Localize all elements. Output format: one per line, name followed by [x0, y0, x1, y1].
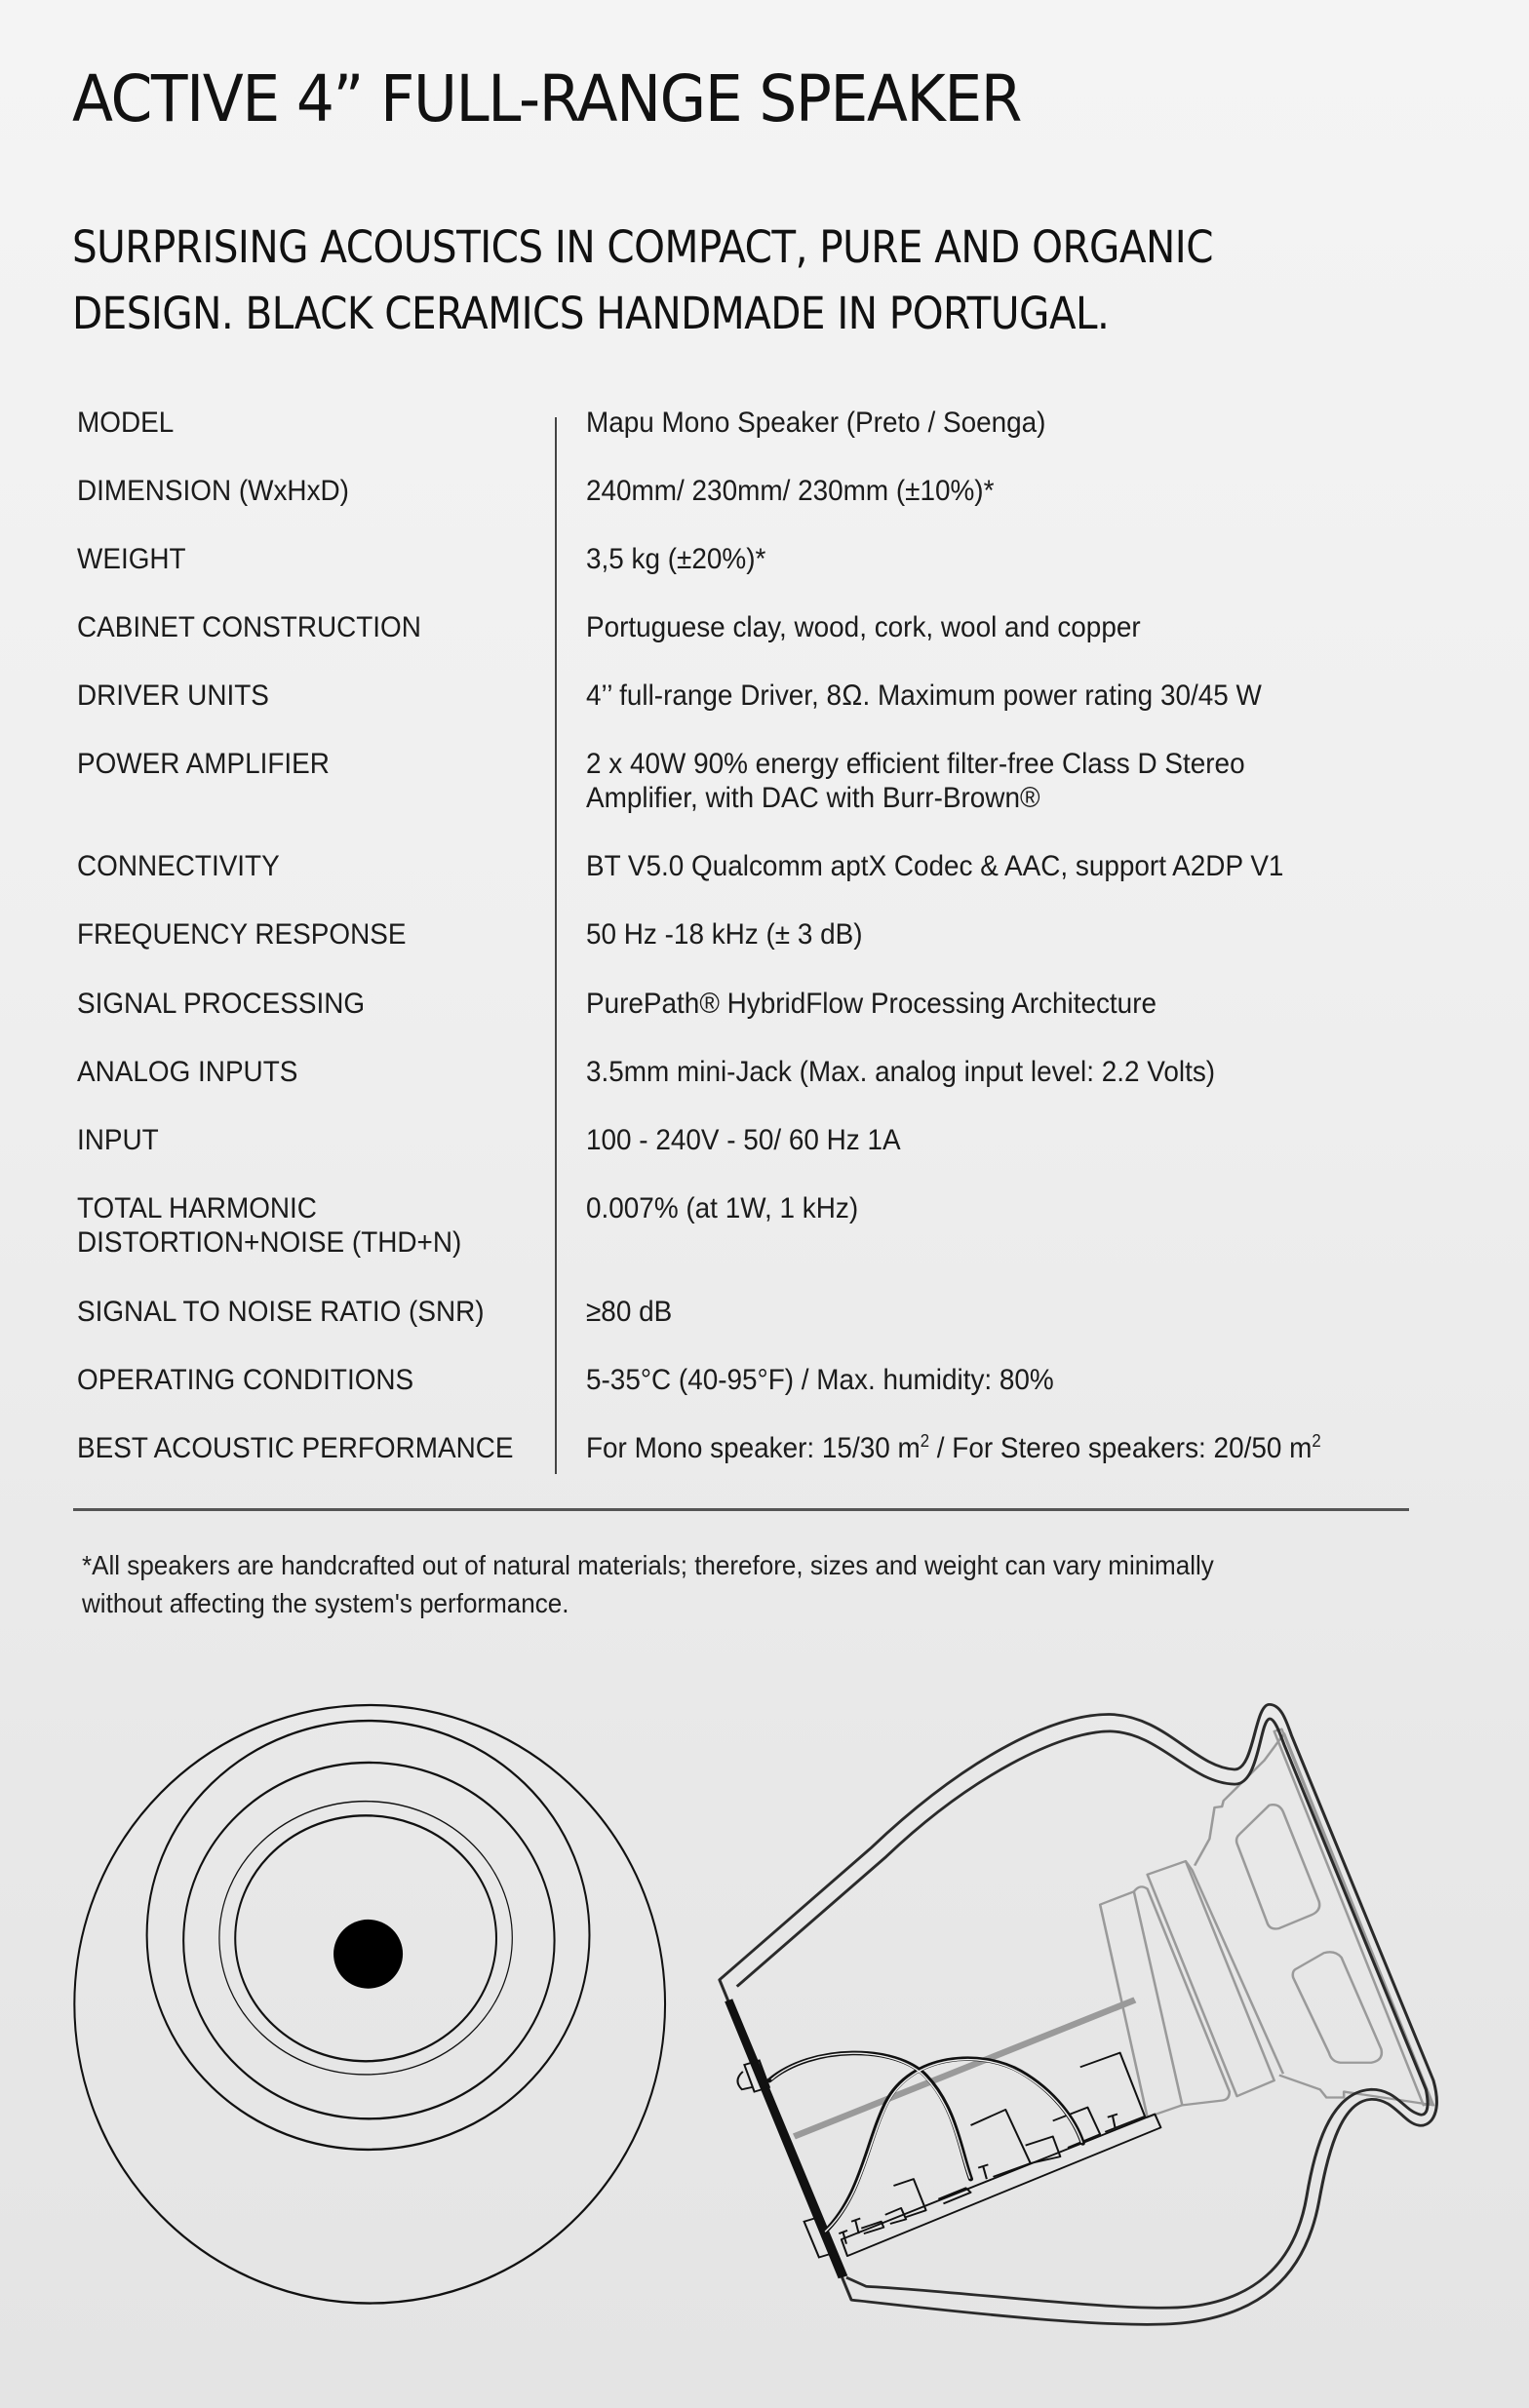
speaker-front-view-illustration	[59, 1648, 683, 2369]
cabinet-inner-wall	[737, 1719, 1428, 2308]
spec-label	[77, 1191, 512, 1260]
driver-magnet	[1100, 1891, 1182, 2117]
spec-label: WEIGHT	[77, 543, 186, 575]
page-subtitle	[72, 214, 1389, 347]
spec-value-part: / For Stereo speakers: 20/50 m	[929, 1432, 1313, 1464]
spec-label: MODEL	[77, 407, 175, 439]
spec-value: Portuguese clay, wood, cork, wool and copper	[586, 611, 1141, 643]
driver-window-top	[1236, 1805, 1319, 1928]
driver-rod	[794, 2000, 1134, 2136]
driver-basket-step	[1186, 1861, 1283, 2074]
superscript: 2	[920, 1431, 930, 1451]
column-divider	[555, 417, 557, 1474]
spec-label: ANALOG INPUTS	[77, 1056, 298, 1088]
spec-value-line: 2 x 40W 90% energy efficient filter-free Class D Stereo	[586, 748, 1245, 780]
spec-label: POWER AMPLIFIER	[77, 748, 330, 780]
spec-value: 100 - 240V - 50/ 60 Hz 1A	[586, 1124, 901, 1156]
spec-value: 3.5mm mini-Jack (Max. analog input level: 2.2 Volts)	[586, 1056, 1216, 1088]
page-title: ACTIVE 4” FULL-RANGE SPEAKER	[72, 61, 1021, 136]
spec-label: DRIVER UNITS	[77, 680, 269, 712]
spec-value: 240mm/ 230mm/ 230mm (±10%)*	[586, 475, 995, 507]
spec-label-line: TOTAL HARMONIC	[77, 1192, 317, 1224]
back-panel	[725, 2000, 845, 2277]
spec-label: SIGNAL PROCESSING	[77, 988, 366, 1020]
center-dot-icon	[333, 1920, 403, 1989]
spec-label: FREQUENCY RESPONSE	[77, 918, 407, 951]
spec-value: 4’’ full-range Driver, 8Ω. Maximum power rating 30/45 W	[586, 680, 1262, 712]
spec-label: OPERATING CONDITIONS	[77, 1364, 414, 1396]
driver-outline	[1100, 1729, 1433, 2117]
outer-ring	[74, 1705, 665, 2304]
spec-value	[586, 747, 1384, 815]
screw-3	[851, 2219, 860, 2234]
driver-basket-ring	[1148, 1861, 1274, 2096]
footnote-line-1: *All speakers are handcrafted out of natural materials; therefore, sizes and weight can vary minimally	[82, 1550, 1214, 1580]
wire-2	[824, 2059, 1082, 2233]
spec-label-line: DISTORTION+NOISE (THD+N)	[77, 1226, 462, 1259]
spec-value-line: Amplifier, with DAC with Burr-Brown®	[586, 782, 1040, 814]
spec-value: Mapu Mono Speaker (Preto / Soenga)	[586, 407, 1046, 439]
spec-label: CABINET CONSTRUCTION	[77, 611, 421, 643]
spec-value: 5-35°C (40-95°F) / Max. humidity: 80%	[586, 1364, 1054, 1396]
speaker-cross-section-illustration	[702, 1687, 1482, 2389]
circuit-board	[839, 2053, 1160, 2256]
spec-label: CONNECTIVITY	[77, 850, 280, 882]
spec-value: 50 Hz -18 kHz (± 3 dB)	[586, 918, 863, 951]
footnote	[82, 1546, 1352, 1622]
spec-label: INPUT	[77, 1124, 159, 1156]
spec-value: 3,5 kg (±20%)*	[586, 543, 766, 575]
driver-cone-edge	[1274, 1729, 1431, 2106]
pcb	[842, 2115, 1161, 2257]
spec-value: ≥80 dB	[586, 1296, 673, 1328]
footnote-line-2: without affecting the system's performance.	[82, 1588, 569, 1618]
subtitle-line-1: SURPRISING ACOUSTICS IN COMPACT, PURE AND ORGANIC	[72, 221, 1213, 273]
screw-1	[978, 2164, 988, 2179]
superscript: 2	[1312, 1431, 1321, 1451]
spec-value: 0.007% (at 1W, 1 kHz)	[586, 1192, 859, 1224]
section-divider	[73, 1508, 1409, 1511]
spec-value: PurePath® HybridFlow Processing Architecture	[586, 988, 1157, 1020]
screw-2	[1108, 2115, 1117, 2128]
spec-label: DIMENSION (WxHxD)	[77, 475, 349, 507]
spec-label: BEST ACOUSTIC PERFORMANCE	[77, 1432, 514, 1464]
spec-value-part: For Mono speaker: 15/30 m	[586, 1432, 921, 1464]
subtitle-line-2: DESIGN. BLACK CERAMICS HANDMADE IN PORTUGAL.	[72, 288, 1110, 339]
spec-value	[586, 1431, 1384, 1465]
wire-1-highlight	[771, 2053, 969, 2178]
spec-label: SIGNAL TO NOISE RATIO (SNR)	[77, 1296, 485, 1328]
spec-value: BT V5.0 Qualcomm aptX Codec & AAC, support A2DP V1	[586, 850, 1284, 882]
